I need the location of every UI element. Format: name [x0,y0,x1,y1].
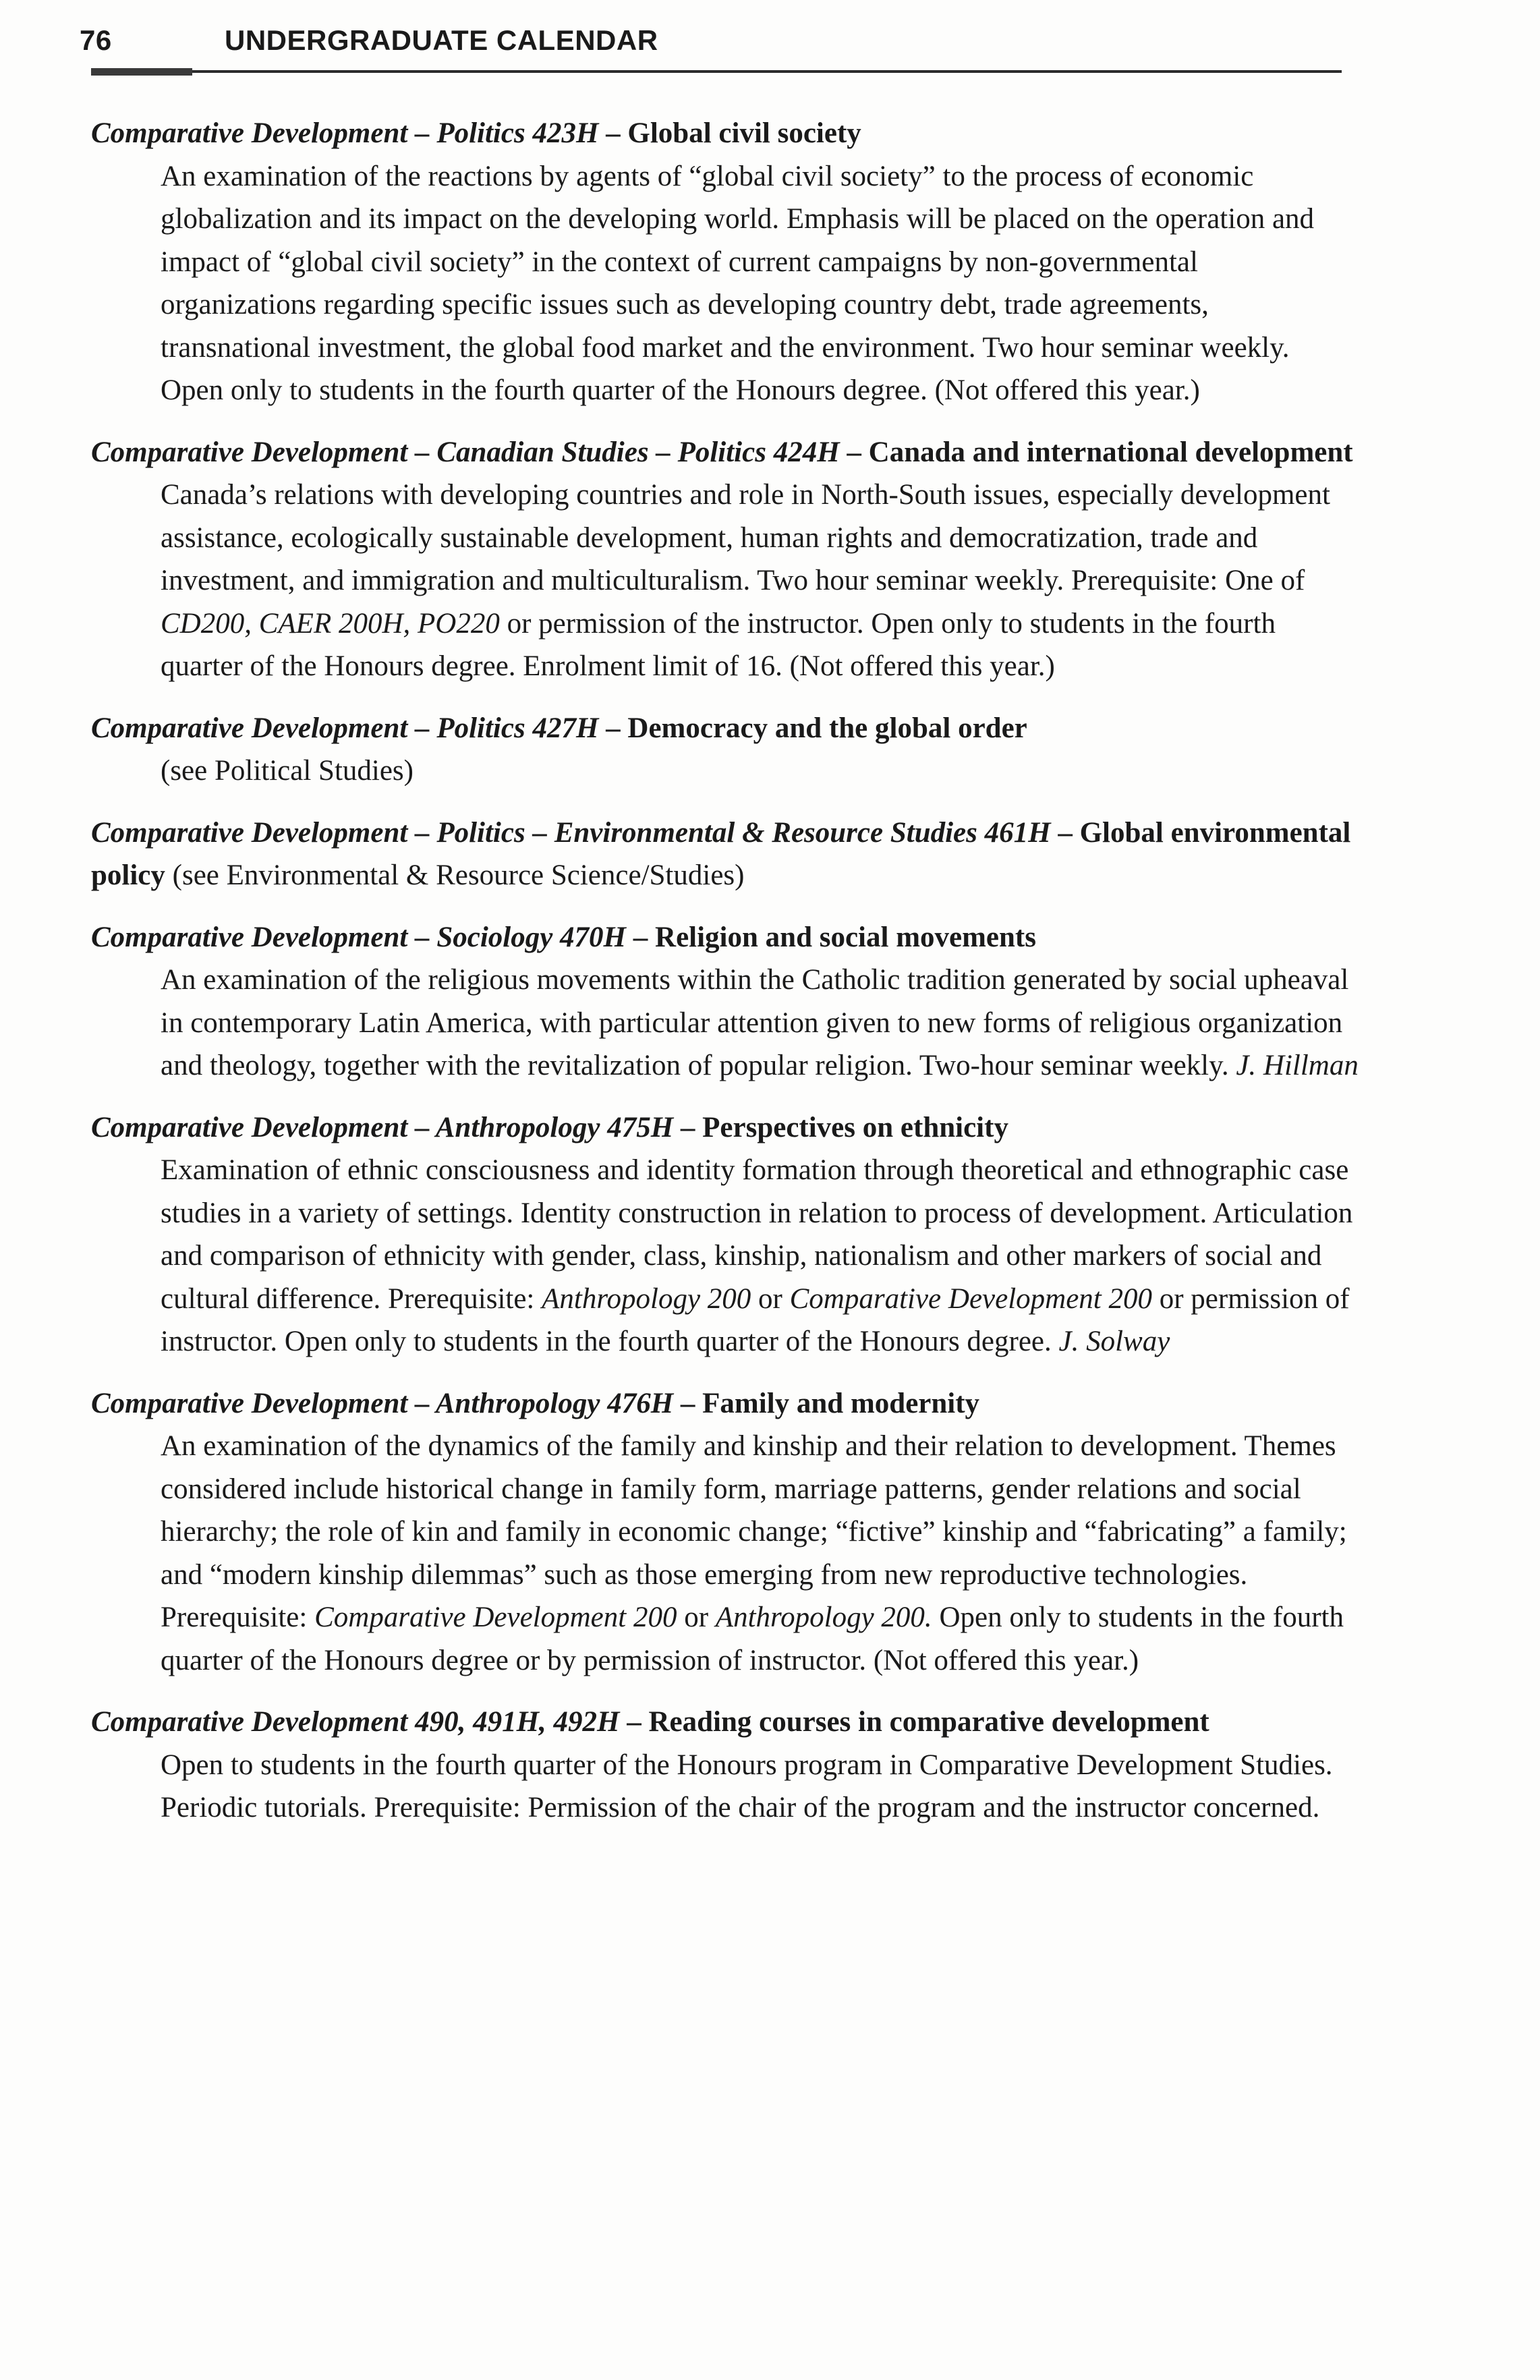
header-rule-accent [91,68,192,76]
description-text: Open to students in the fourth quarter of the Honours program in Comparative Development Studies. Periodic tutorials. Prerequisite: Permission of the chair of the program and the instructor concerned. [161,1749,1333,1823]
heading-separator: – [626,921,656,953]
course-description [161,959,1359,1087]
heading-separator: – [619,1706,649,1738]
course-description [161,1149,1359,1363]
course-description [161,749,1359,793]
course-title: Global environmental policy [91,816,1351,891]
prerequisite-courses: CD200, CAER 200H, PO220 [161,607,500,640]
course-entry [91,916,1359,1087]
course-description [161,155,1359,412]
description-text: Open only to students in the fourth quarter of the Honours degree or by permission of instructor. (Not offered this year.) [161,1602,1344,1676]
running-title: UNDERGRADUATE CALENDAR [225,24,658,56]
course-entry [91,707,1359,793]
course-code: Comparative Development – Politics 427H [91,712,599,744]
description-text: or permission of instructor. Open only to students in the fourth quarter of the Honours degree. [161,1282,1350,1357]
course-title: Religion and social movements [655,921,1036,953]
course-heading [91,812,1359,897]
course-entry [91,1701,1359,1830]
course-heading [91,916,1359,959]
course-description [161,1744,1359,1830]
course-description [161,474,1359,688]
course-entry [91,1382,1359,1682]
course-heading [91,431,1359,474]
running-header [80,24,1348,65]
heading-separator: – [1050,816,1080,849]
course-entry [91,112,1359,412]
prerequisite-course: Anthropology 200 [542,1282,751,1315]
description-text: or permission of the instructor. Open only to students in the fourth quarter of the Honours degree. Enrolment limit of 16. (Not offered this year.) [161,607,1276,682]
course-heading [91,1382,1359,1425]
prerequisite-course: Comparative Development 200 [789,1282,1152,1315]
header-rule [91,70,1342,73]
course-title: Family and modernity [702,1387,980,1419]
cross-reference: (see Environmental & Resource Science/Studies) [165,859,745,891]
course-heading [91,112,1359,155]
course-code: Comparative Development – Canadian Studies – Politics 424H [91,436,840,468]
course-entry [91,812,1359,897]
prerequisite-course: Comparative Development 200 [314,1602,677,1633]
course-heading [91,1106,1359,1150]
course-code: Comparative Development – Anthropology 475H [91,1111,674,1143]
course-code: Comparative Development – Politics 423H [91,117,599,149]
instructor-name: J. Hillman [1236,1050,1359,1081]
course-code: Comparative Development – Politics – Environmental & Resource Studies 461H [91,816,1051,849]
heading-separator: – [598,712,628,744]
course-code: Comparative Development 490, 491H, 492H [91,1706,620,1738]
description-text: Examination of ethnic consciousness and identity formation through theoretical and ethnographic case studies in a variety of settings. Identity construction in relation to process of development. Articulation and comparison of ethnicity with gender, class, kinship, nationalism and other markers of social and cultural difference. Prerequisite: [161,1154,1353,1315]
cross-reference: (see Political Studies) [161,755,413,787]
course-entry [91,431,1359,688]
course-description [161,1425,1359,1682]
description-text: An examination of the religious movements within the Catholic tradition generated by social upheaval in contemporary Latin America, with particular attention given to new forms of religious organization and theology, together with the revitalization of popular religion. Two-hour seminar weekly. [161,964,1349,1081]
course-heading [91,1701,1359,1744]
page-number: 76 [80,24,112,56]
course-title: Democracy and the global order [627,712,1027,744]
course-list [91,112,1359,1848]
course-title: Perspectives on ethnicity [702,1111,1008,1143]
course-title: Global civil society [627,117,861,149]
course-title: Reading courses in comparative development [648,1706,1209,1738]
instructor-name: J. Solway [1058,1326,1170,1357]
description-text: Canada’s relations with developing countries and role in North-South issues, especially development assistance, ecologically sustainable development, human rights and democratization, trade and investment, and immigration and multiculturalism. Two hour seminar weekly. Prerequisite: One of [161,479,1330,596]
course-heading [91,707,1359,750]
heading-separator: – [673,1111,703,1143]
description-text: An examination of the dynamics of the family and kinship and their relation to development. Themes considered include historical change in family form, marriage patterns, gender relations and social hierarchy; the role of kin and family in economic change; “fictive” kinship and “fabricating” a family; and “modern kinship dilemmas” such as those emerging from new reproductive technologies. Prerequisite: [161,1430,1347,1633]
prerequisite-course: Anthropology 200. [715,1602,932,1633]
course-title: Canada and international development [868,436,1353,468]
heading-separator: – [839,436,869,468]
course-code: Comparative Development – Anthropology 476H [91,1387,674,1419]
heading-separator: – [673,1387,703,1419]
description-text: or [751,1282,790,1315]
course-entry [91,1106,1359,1363]
description-text: An examination of the reactions by agents of “global civil society” to the process of economic globalization and its impact on the developing world. Emphasis will be placed on the operation and impact of “global civil society” in the context of current campaigns by non-governmental organizations regarding specific issues such as developing country debt, trade agreements, transnational investment, the global food market and the environment. Two hour seminar weekly. Open only to students in the fourth quarter of the Honours degree. (Not offered this year.) [161,160,1315,406]
heading-separator: – [598,117,628,149]
description-text: or [677,1602,716,1633]
course-code: Comparative Development – Sociology 470H [91,921,627,953]
